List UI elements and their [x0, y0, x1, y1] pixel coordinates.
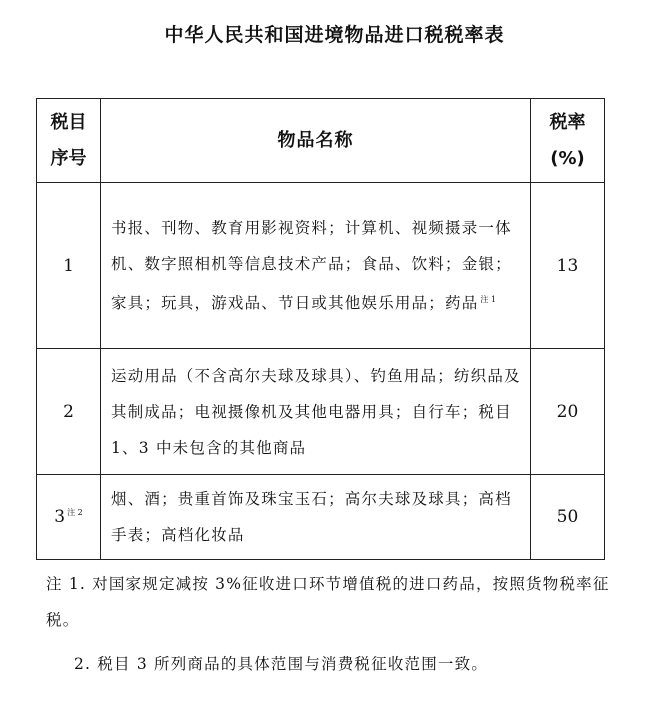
footnote-marker: 注 2	[67, 508, 83, 518]
header-name: 物品名称	[101, 99, 531, 183]
row-code-value: 1	[63, 255, 74, 276]
footnote-marker: 注 1	[480, 294, 497, 304]
header-rate-line1: 税率	[549, 111, 586, 133]
header-code-line2: 序号	[50, 147, 87, 169]
table-header-row	[37, 99, 605, 183]
row-code	[37, 475, 101, 560]
row-items: 烟、酒；贵重首饰及珠宝玉石；高尔夫球及球具；高档手表；高档化妆品	[101, 475, 531, 560]
row-items: 运动用品（不含高尔夫球及球具）、钓鱼用品；纺织品及其制成品；电视摄像机及其他电器用具；自行车；税目 1、3 中未包含的其他商品	[101, 349, 531, 475]
note-2: 2. 税目 3 所列商品的具体范围与消费税征收范围一致。	[74, 655, 489, 673]
tax-rate-table	[36, 98, 605, 560]
row-code	[37, 183, 101, 349]
row-code	[37, 349, 101, 475]
row-items	[101, 183, 531, 349]
row-code-value: 3	[54, 507, 66, 527]
header-rate-line2: (%)	[550, 147, 585, 169]
header-code	[37, 99, 101, 183]
header-rate	[531, 99, 605, 183]
note-1: 注 1. 对国家规定减按 3%征收进口环节增值税的进口药品，按照货物税率征税。	[46, 575, 610, 629]
table-row	[37, 475, 605, 560]
table-row	[37, 349, 605, 475]
header-code-line1: 税目	[50, 111, 87, 133]
row-code-value: 2	[63, 401, 74, 422]
row-rate: 20	[531, 349, 605, 475]
notes-section	[46, 566, 616, 682]
row-rate: 13	[531, 183, 605, 349]
row-items-text: 书报、刊物、教育用影视资料；计算机、视频摄录一体机、数字照相机等信息技术产品；食品、饮料；金银；家具；玩具，游戏品、节日或其他娱乐用品；药品	[111, 218, 512, 313]
row-rate: 50	[531, 475, 605, 560]
page-title: 中华人民共和国进境物品进口税税率表	[164, 24, 505, 46]
table-row	[37, 183, 605, 349]
